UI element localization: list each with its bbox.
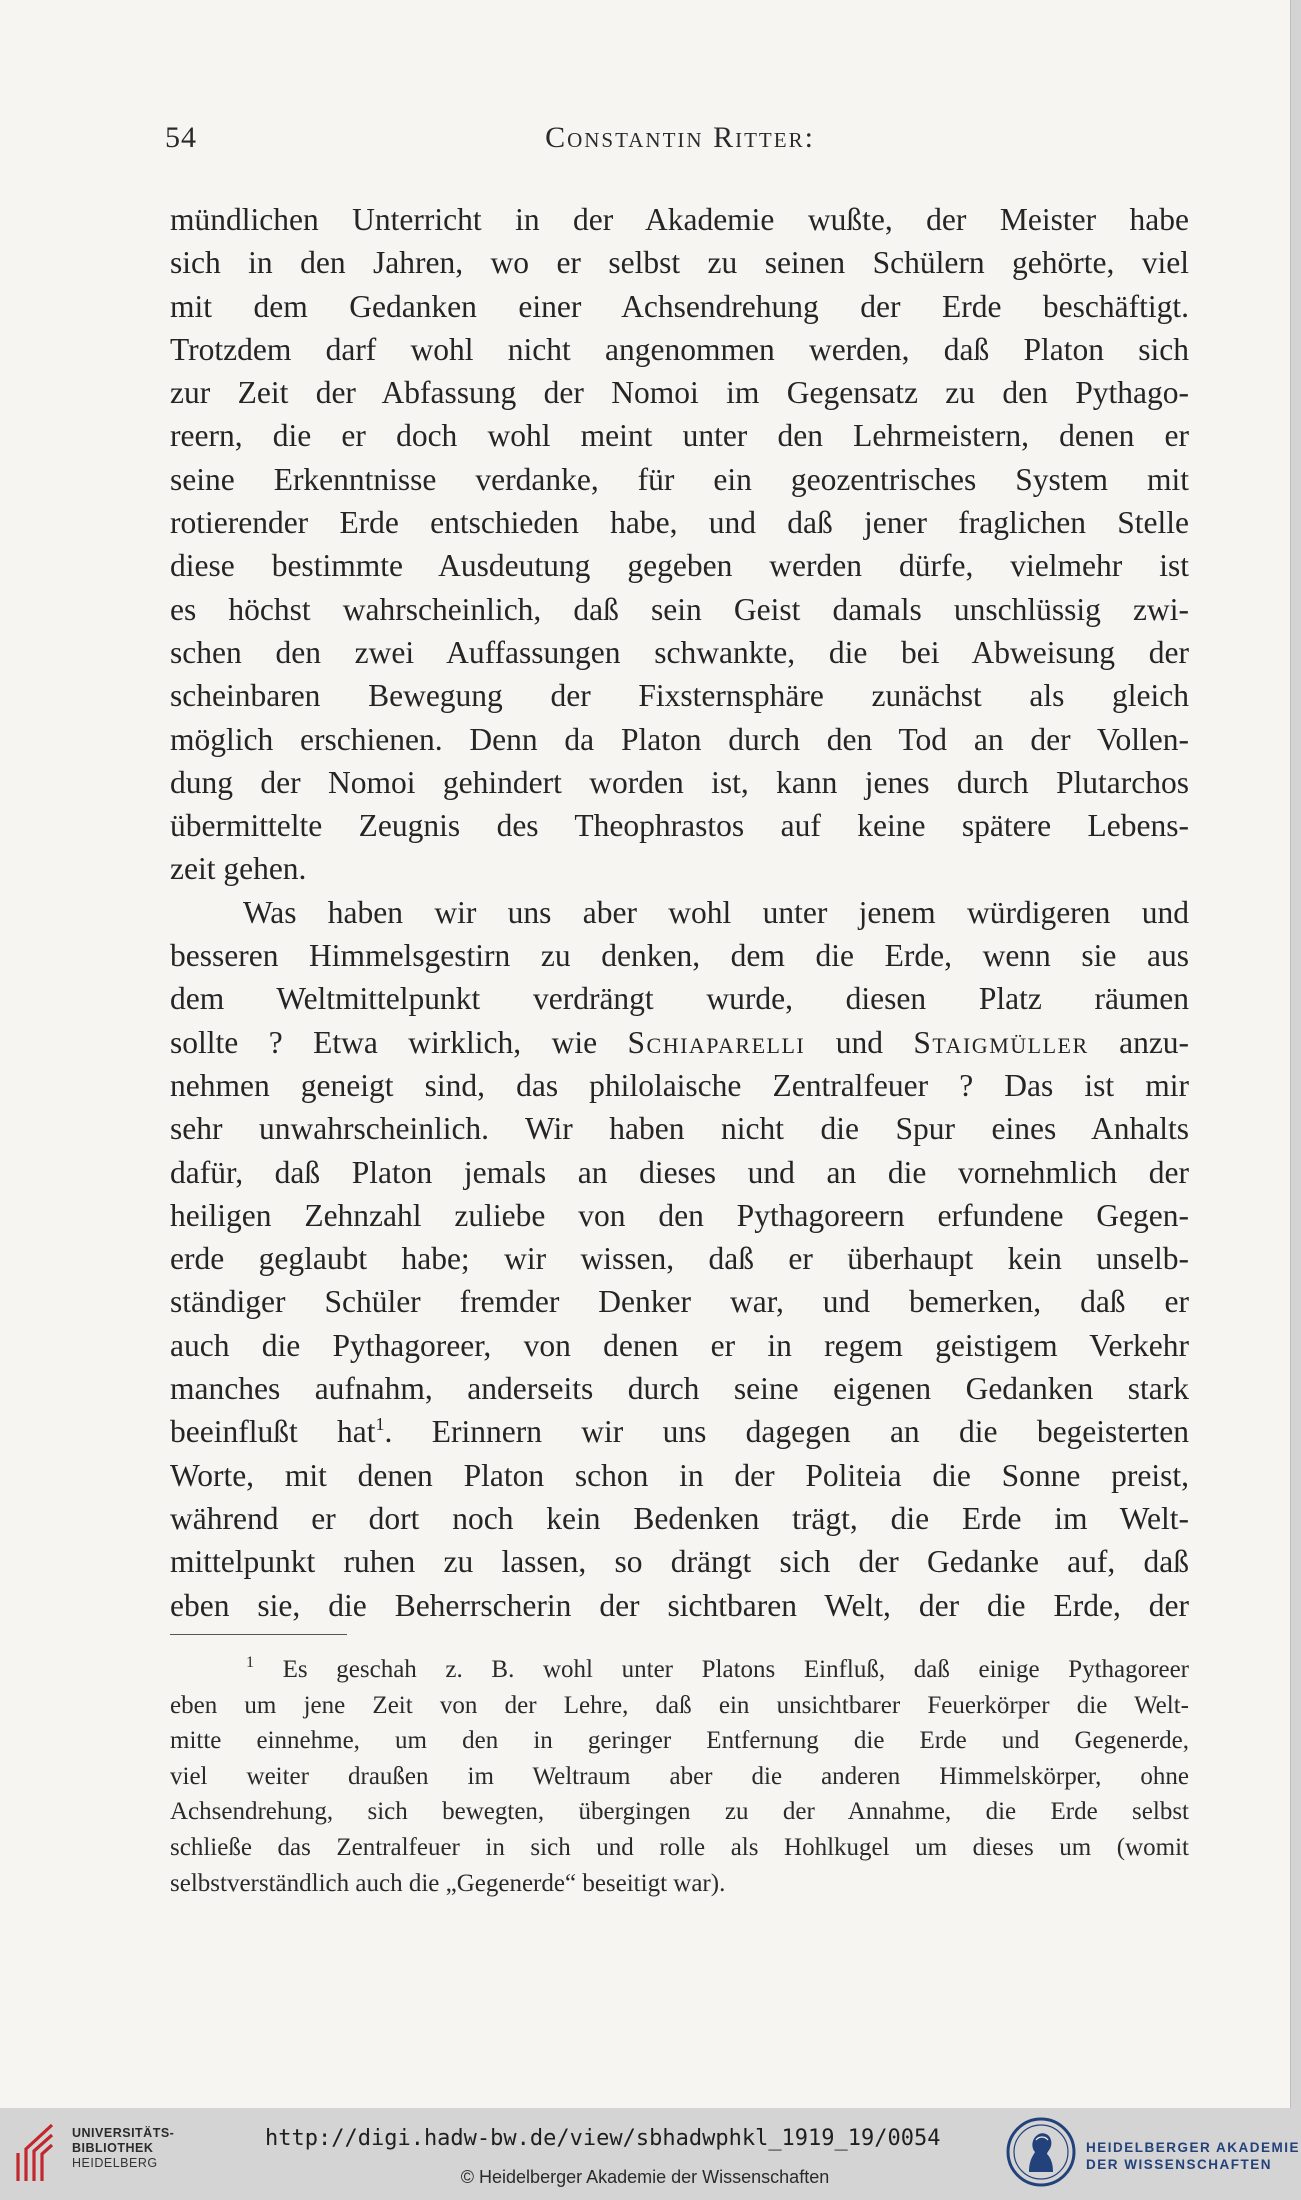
text-line: Trotzdem darf wohl nicht angenommen werden, daß Platon sich — [170, 331, 1189, 367]
text-line: schen den zwei Auffassungen schwankte, die bei Abweisung der — [170, 634, 1189, 670]
footnote-line: viel weiter draußen im Weltraum aber die anderen Himmelskörper, ohne — [170, 1762, 1189, 1790]
footnote-line: schließe das Zentralfeuer in sich und rolle als Hohlkugel um dieses um (womit — [170, 1833, 1189, 1861]
academy-seal-icon[interactable] — [1005, 2116, 1077, 2188]
line-fragment: und — [835, 1024, 883, 1060]
page-number: 54 — [165, 121, 197, 154]
text-line: sehr unwahrscheinlich. Wir haben nicht die Spur eines Anhalts — [170, 1111, 1189, 1147]
text-line: ständiger Schüler fremder Denker war, und bemerken, daß er — [170, 1284, 1189, 1320]
text-line: reern, die er doch wohl meint unter den Lehrmeistern, denen er — [170, 418, 1189, 454]
library-name-line: BIBLIOTHEK — [72, 2141, 154, 2155]
author-name-schiaparelli: Schiaparelli — [627, 1024, 806, 1060]
text-line: rotierender Erde entschieden habe, und daß jener fraglichen Stelle — [170, 505, 1189, 541]
text-line: manches aufnahm, anderseits durch seine eigenen Gedanken stark — [170, 1371, 1189, 1407]
line-fragment: anzu- — [1119, 1024, 1189, 1060]
permalink-url[interactable]: http://digi.hadw-bw.de/view/sbhadwphkl_1919_19/0054 — [265, 2126, 941, 2151]
text-line: mit dem Gedanken einer Achsendrehung der Erde beschäftigt. — [170, 288, 1189, 324]
text-line-with-names — [170, 1021, 1189, 1064]
library-name-line: HEIDELBERG — [72, 2156, 158, 2170]
university-library-name — [72, 2126, 174, 2171]
academy-name-line: HEIDELBERGER AKADEMIE — [1086, 2140, 1301, 2155]
running-head: Constantin Ritter: — [545, 121, 815, 154]
text-line: sich in den Jahren, wo er selbst zu seinen Schülern gehörte, viel — [170, 245, 1189, 281]
text-line: zeit gehen. — [170, 851, 307, 887]
text-line: mündlichen Unterricht in der Akademie wußte, der Meister habe — [170, 202, 1189, 237]
library-name-line: UNIVERSITÄTS- — [72, 2126, 175, 2140]
footnote-text: Es geschah z. B. wohl unter Platons Einfluß, daß einige Pythagoreer — [282, 1656, 1189, 1683]
footnote-line: Achsendrehung, sich bewegten, übergingen zu der Annahme, die Erde selbst — [170, 1798, 1189, 1826]
page-header — [165, 121, 1195, 161]
academy-name-line: DER WISSENSCHAFTEN — [1086, 2157, 1273, 2172]
text-line: heiligen Zehnzahl zuliebe von den Pythagoreern erfundene Gegen- — [170, 1197, 1189, 1233]
university-library-logo-icon[interactable] — [12, 2119, 60, 2185]
text-line: eben sie, die Beherrscherin der sichtbaren Welt, der die Erde, der — [170, 1587, 1189, 1623]
text-line: zur Zeit der Abfassung der Nomoi im Gegensatz zu den Pythago- — [170, 375, 1189, 411]
footnote-line: selbstverständlich auch die „Gegenerde“ beseitigt war). — [170, 1869, 726, 1897]
text-line: dung der Nomoi gehindert worden ist, kann jenes durch Plutarchos — [170, 764, 1189, 800]
text-line: Worte, mit denen Platon schon in der Politeia die Sonne preist, — [170, 1457, 1189, 1493]
text-line: nehmen geneigt sind, das philolaische Zentralfeuer ? Das ist mir — [170, 1067, 1189, 1103]
text-line: diese bestimmte Ausdeutung gegeben werden dürfe, vielmehr ist — [170, 548, 1189, 584]
text-line: übermittelte Zeugnis des Theophrastos auf keine spätere Lebens- — [170, 808, 1189, 844]
text-line: seine Erkenntnisse verdanke, für ein geozentrisches System mit — [170, 461, 1189, 497]
footnote-line: mitte einnehme, um den in geringer Entfernung die Erde und Gegenerde, — [170, 1727, 1189, 1755]
text-line: dem Weltmittelpunkt verdrängt wurde, diesen Platz räumen — [170, 981, 1189, 1017]
text-line: mittelpunkt ruhen zu lassen, so drängt sich der Gedanke auf, daß — [170, 1544, 1189, 1580]
text-line: es höchst wahrscheinlich, daß sein Geist damals unschlüssig zwi- — [170, 591, 1189, 627]
text-line: während er dort noch kein Bedenken trägt, die Erde im Welt- — [170, 1500, 1189, 1536]
academy-name — [1086, 2139, 1300, 2173]
footnote — [170, 1652, 1189, 1901]
body-text — [170, 198, 1189, 1627]
text-line: scheinbaren Bewegung der Fixsternsphäre zunächst als gleich — [170, 678, 1189, 714]
text-line: auch die Pythagoreer, von denen er in regem geistigem Verkehr — [170, 1327, 1189, 1363]
footnote-line — [170, 1652, 1189, 1688]
text-line-with-footnote-ref — [170, 1410, 1189, 1453]
text-line: besseren Himmelsgestirn zu denken, dem die Erde, wenn sie aus — [170, 938, 1189, 974]
text-line: erde geglaubt habe; wir wissen, daß er überhaupt kein unselb- — [170, 1241, 1189, 1277]
footnote-line: eben um jene Zeit von der Lehre, daß ein unsichtbarer Feuerkörper die Welt- — [170, 1691, 1189, 1719]
footnote-reference[interactable]: 1 — [375, 1414, 385, 1435]
text-line: möglich erschienen. Denn da Platon durch den Tod an der Vollen- — [170, 721, 1189, 757]
line-fragment: . Erinnern wir uns dagegen an die begeisterten — [384, 1414, 1189, 1450]
text-line: dafür, daß Platon jemals an dieses und an die vornehmlich der — [170, 1154, 1189, 1190]
footnote-marker: 1 — [246, 1654, 254, 1671]
line-fragment: sollte ? Etwa wirklich, wie — [170, 1024, 598, 1060]
line-fragment: beeinflußt hat — [170, 1414, 376, 1450]
paragraph-start-line: Was haben wir uns aber wohl unter jenem würdigeren und — [243, 894, 1189, 930]
author-name-staigmueller: Staigmüller — [913, 1024, 1089, 1060]
footnote-divider — [170, 1634, 347, 1635]
copyright-notice: © Heidelberger Akademie der Wissenschaften — [460, 2167, 830, 2187]
